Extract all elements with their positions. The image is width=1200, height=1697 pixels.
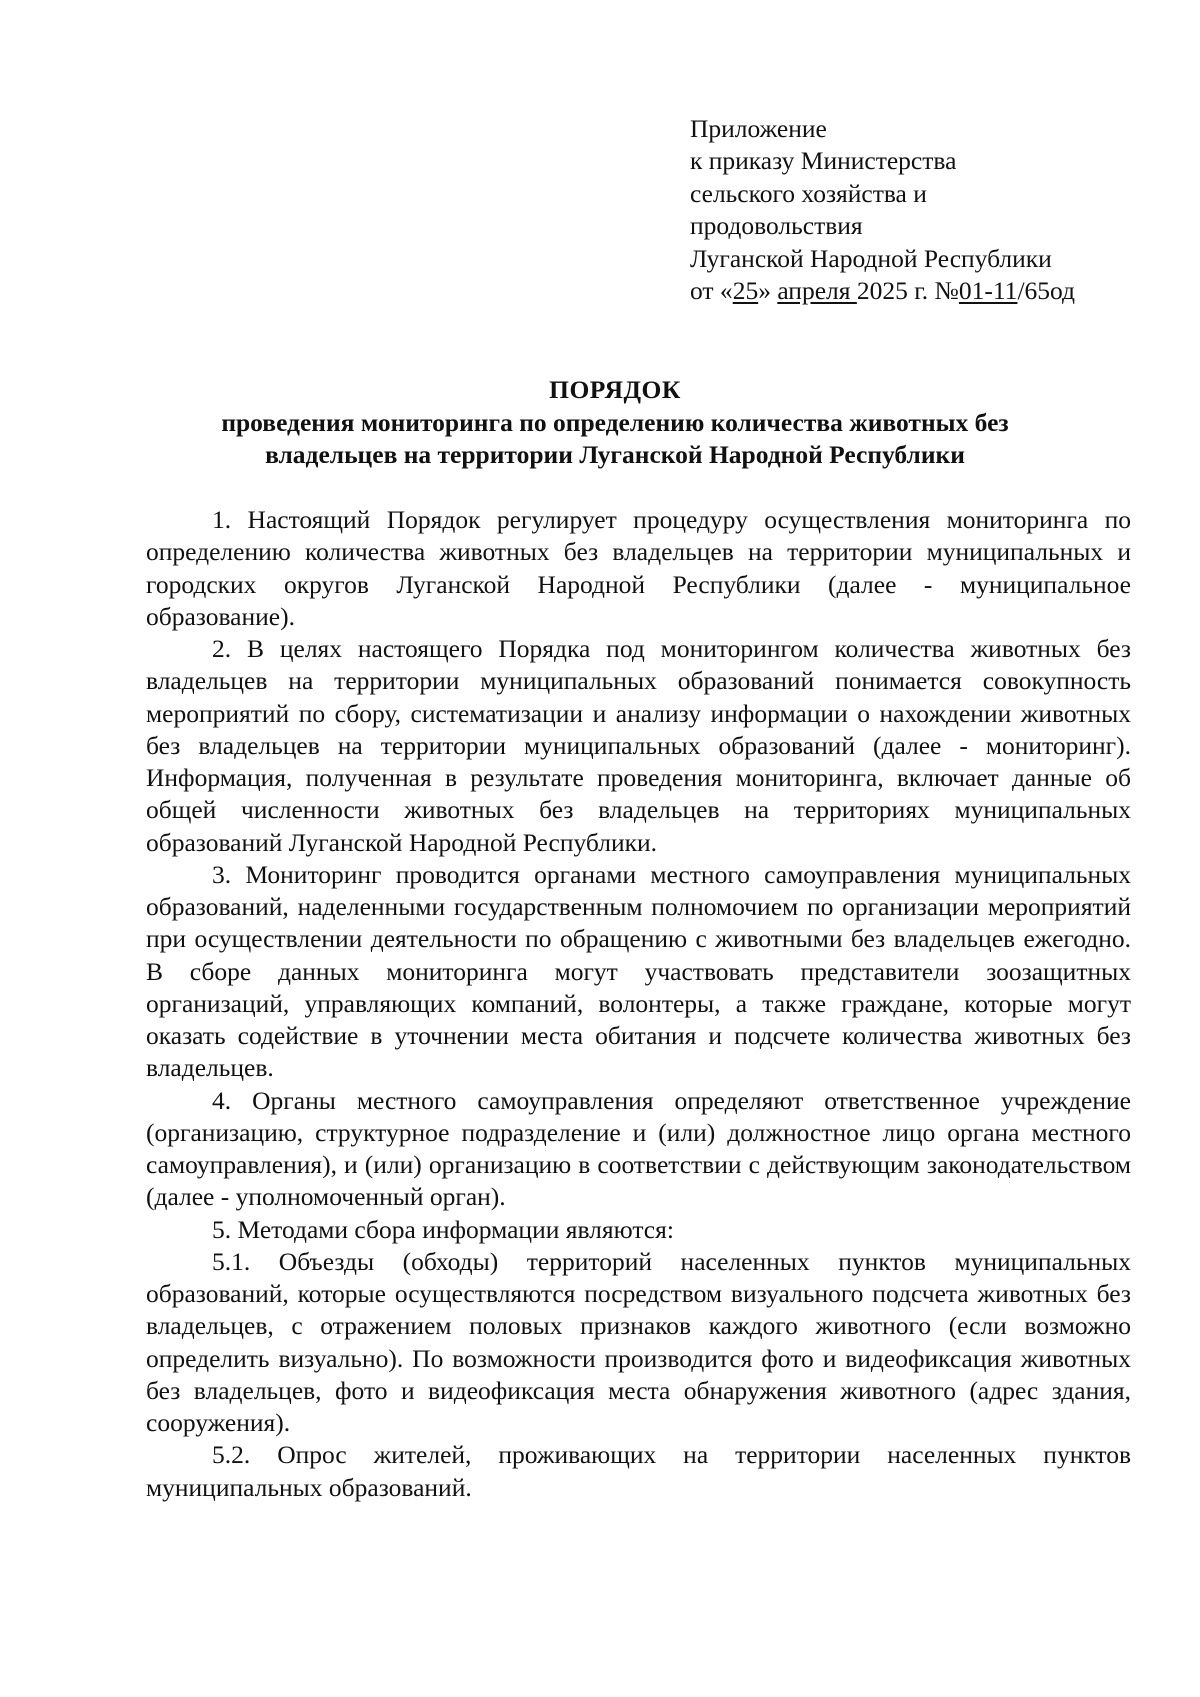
order-number: 01-11 bbox=[958, 276, 1018, 306]
appendix-line: Луганской Народной Республики bbox=[690, 243, 1052, 273]
paragraph-1: 1. Настоящий Порядок регулирует процедуру осуществления мониторинга по определению количества животных без владельцев на территории муниципальных и городских округов Луганской Народной Республики (далее - муниципальное образование). bbox=[146, 505, 1131, 631]
appendix-line: продовольствия bbox=[690, 211, 863, 241]
title-heading: ПОРЯДОК bbox=[549, 375, 681, 404]
document-body bbox=[146, 504, 1131, 1504]
appendix-date-line bbox=[690, 275, 1075, 307]
date-day: 25 bbox=[732, 276, 759, 306]
paragraph-5: 5. Методами сбора информации являются: bbox=[212, 1214, 674, 1244]
paragraph-5-2: 5.2. Опрос жителей, проживающих на территории населенных пунктов муниципальных образований. bbox=[146, 1440, 1131, 1502]
order-suffix: /65од bbox=[1017, 276, 1076, 306]
appendix-header bbox=[690, 113, 1075, 307]
paragraph-4: 4. Органы местного самоуправления определяют ответственное учреждение (организацию, структурное подразделение и (или) должностное лицо органа местного самоуправления), и (или) организацию в соответствии с действующим законодательством (далее - уполномоченный орган). bbox=[146, 1085, 1131, 1212]
date-year: 2025 г. № bbox=[856, 276, 959, 306]
paragraph-2: 2. В целях настоящего Порядка под мониторингом количества животных без владельцев на территории муниципальных образований понимается совокупность мероприятий по сбору, систематизации и анализу информации о нахождении животных без владельцев на территории муниципальных образований (далее - мониторинг). Информация, полученная в результате проведения мониторинга, включает данные об общей численности животных без владельцев на территориях муниципальных образований Луганской Народной Республики. bbox=[146, 634, 1131, 857]
document-title bbox=[130, 374, 1100, 472]
date-month: апреля bbox=[777, 276, 857, 306]
title-subtitle-line: проведения мониторинга по определению количества животных без bbox=[221, 407, 1009, 437]
appendix-line: сельского хозяйства и bbox=[690, 178, 927, 208]
title-subtitle-line: владельцев на территории Луганской Народной Республики bbox=[265, 440, 965, 469]
appendix-line: Приложение bbox=[690, 114, 827, 143]
appendix-line: к приказу Министерства bbox=[690, 146, 957, 176]
paragraph-5-1: 5.1. Объезды (обходы) территорий населенных пунктов муниципальных образований, которые осуществляются посредством визуального подсчета животных без владельцев, с отражением половых признаков каждого животного (если возможно определить визуально). По возможности производится фото и видеофиксация животных без владельцев, фото и видеофиксация места обнаружения животного (адрес здания, сооружения). bbox=[146, 1246, 1131, 1437]
date-prefix: от « bbox=[690, 276, 733, 306]
date-mid: » bbox=[758, 276, 778, 306]
paragraph-3: 3. Мониторинг проводится органами местного самоуправления муниципальных образований, наделенными государственным полномочием по организации мероприятий при осуществлении деятельности по обращению с животными без владельцев ежегодно. В сборе данных мониторинга могут участвовать представители зоозащитных организаций, управляющих компаний, волонтеры, а также граждане, которые могут оказать содействие в уточнении места обитания и подсчете количества животных без владельцев. bbox=[146, 859, 1131, 1083]
